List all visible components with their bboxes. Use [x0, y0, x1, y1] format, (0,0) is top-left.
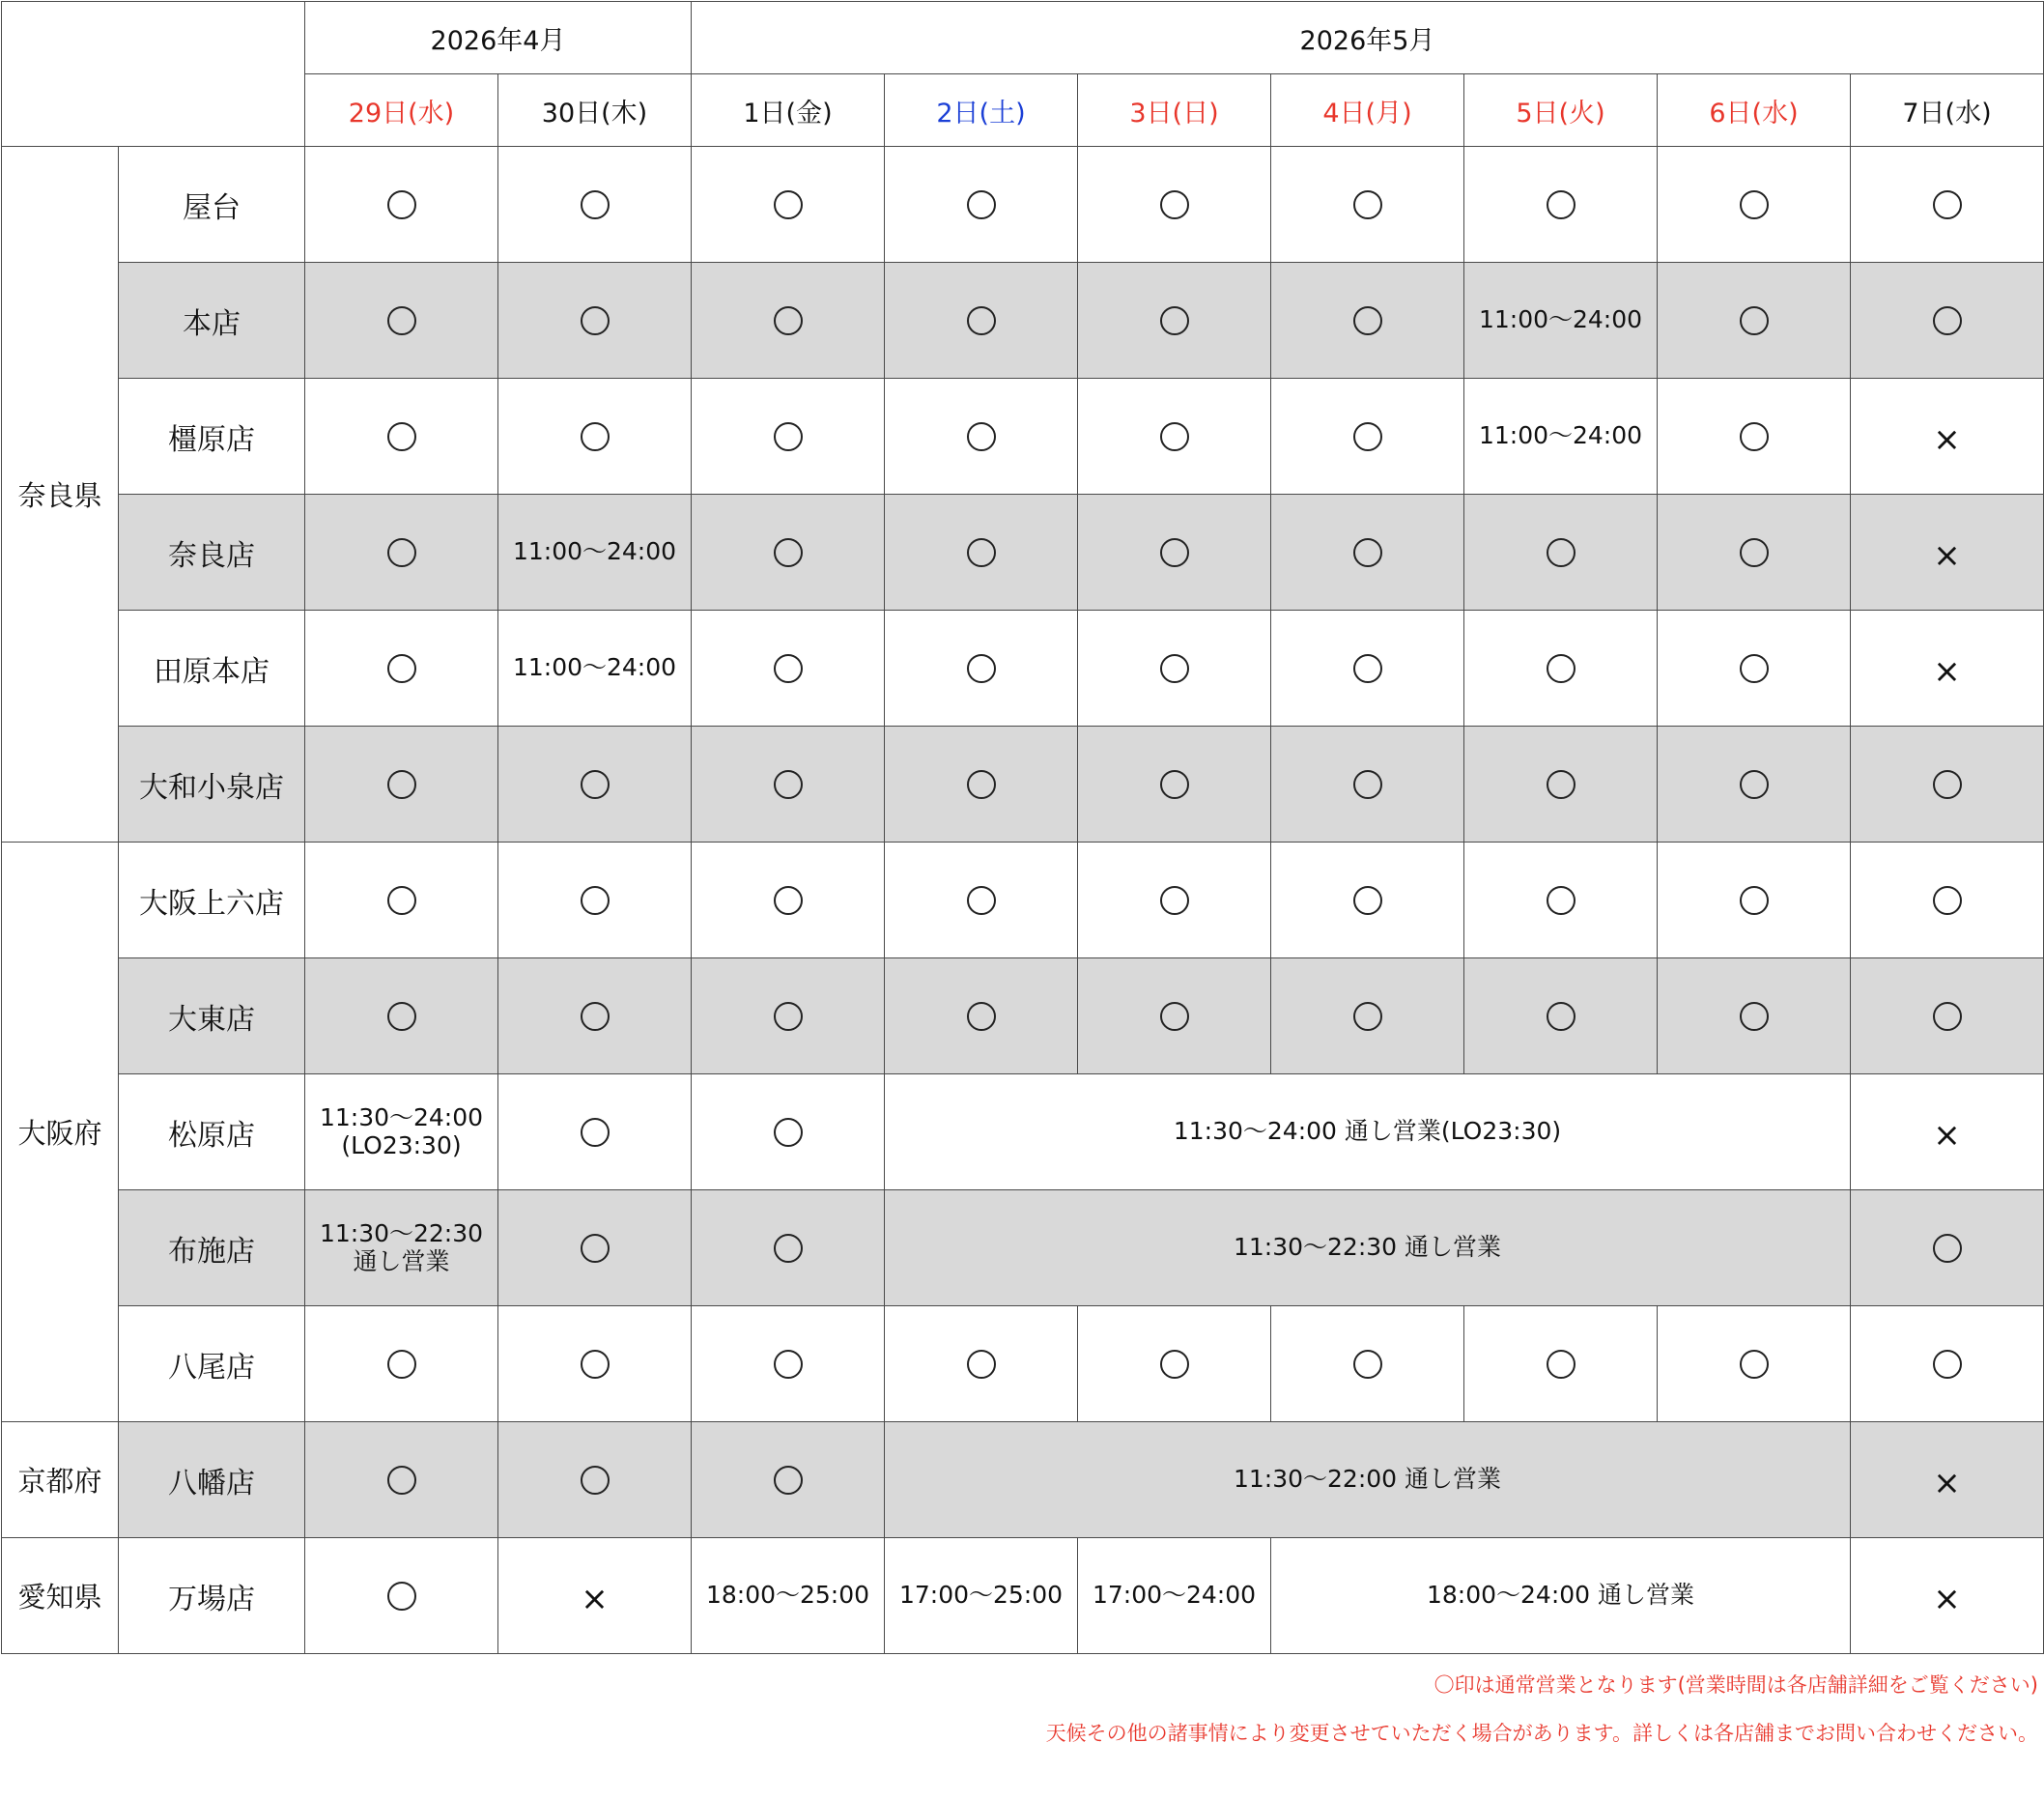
day-header: 3日(日)	[1078, 74, 1271, 147]
schedule-cell	[1078, 958, 1271, 1074]
schedule-cell	[498, 1190, 692, 1306]
open-circle-icon	[967, 1350, 996, 1379]
open-circle-icon	[387, 1350, 416, 1379]
day-header: 30日(木)	[498, 74, 692, 147]
schedule-cell	[885, 1306, 1078, 1422]
open-circle-icon	[1160, 538, 1189, 567]
hours-text: 11:30〜24:00 通し営業(LO23:30)	[1173, 1117, 1562, 1146]
schedule-cell	[1658, 263, 1851, 379]
schedule-cell	[498, 1538, 692, 1654]
open-circle-icon	[1933, 1350, 1962, 1379]
open-circle-icon	[1740, 1350, 1769, 1379]
open-circle-icon	[1740, 422, 1769, 451]
open-circle-icon	[387, 538, 416, 567]
schedule-cell	[1851, 1306, 2044, 1422]
open-circle-icon	[1160, 654, 1189, 683]
hours-text: 17:00〜25:00	[898, 1581, 1064, 1610]
store-name: 布施店	[119, 1190, 305, 1306]
schedule-cell	[692, 263, 885, 379]
schedule-cell	[692, 379, 885, 495]
schedule-cell	[305, 1422, 498, 1538]
open-circle-icon	[1160, 770, 1189, 799]
open-circle-icon	[1353, 654, 1382, 683]
open-circle-icon	[581, 1118, 610, 1147]
table-row	[2, 1190, 2044, 1306]
schedule-cell	[885, 611, 1078, 727]
table-row	[2, 379, 2044, 495]
schedule-cell	[1658, 727, 1851, 843]
schedule-cell	[885, 727, 1078, 843]
open-circle-icon	[1353, 1350, 1382, 1379]
table-row	[2, 843, 2044, 958]
table-row	[2, 727, 2044, 843]
open-circle-icon	[967, 306, 996, 335]
schedule-cell	[1078, 495, 1271, 611]
open-circle-icon	[581, 770, 610, 799]
schedule-cell	[1851, 611, 2044, 727]
open-circle-icon	[774, 190, 803, 219]
table-row	[2, 1538, 2044, 1654]
open-circle-icon	[1547, 770, 1576, 799]
open-circle-icon	[1740, 538, 1769, 567]
corner-cell	[2, 2, 305, 147]
open-circle-icon	[387, 1466, 416, 1495]
prefecture-label: 奈良県	[2, 147, 119, 843]
closed-cross-icon: ×	[1933, 1463, 1961, 1502]
open-circle-icon	[581, 1234, 610, 1263]
closed-cross-icon: ×	[1933, 535, 1961, 575]
table-row	[2, 1074, 2044, 1190]
schedule-cell	[885, 958, 1078, 1074]
table-row	[2, 147, 2044, 263]
open-circle-icon	[581, 190, 610, 219]
schedule-cell	[1851, 1538, 2044, 1654]
schedule-cell	[692, 611, 885, 727]
open-circle-icon	[1353, 190, 1382, 219]
schedule-cell	[1271, 611, 1464, 727]
open-circle-icon	[387, 770, 416, 799]
store-name: 八幡店	[119, 1422, 305, 1538]
open-circle-icon	[1933, 770, 1962, 799]
schedule-cell	[1851, 1190, 2044, 1306]
schedule-cell	[885, 1074, 1851, 1190]
hours-text: 18:00〜24:00 通し営業	[1426, 1581, 1695, 1610]
table-row	[2, 1306, 2044, 1422]
day-header: 7日(水)	[1851, 74, 2044, 147]
table-row	[2, 958, 2044, 1074]
schedule-cell	[1658, 147, 1851, 263]
schedule-cell	[692, 1190, 885, 1306]
month-april-header: 2026年4月	[305, 2, 692, 74]
schedule-cell	[1851, 727, 2044, 843]
open-circle-icon	[1933, 886, 1962, 915]
schedule-cell	[1658, 495, 1851, 611]
open-circle-icon	[1740, 306, 1769, 335]
open-circle-icon	[1740, 770, 1769, 799]
open-circle-icon	[1740, 190, 1769, 219]
open-circle-icon	[967, 190, 996, 219]
schedule-cell	[692, 1306, 885, 1422]
open-circle-icon	[1933, 1234, 1962, 1263]
schedule-cell	[885, 1422, 1851, 1538]
business-hours-table	[1, 1, 2044, 1654]
open-circle-icon	[1160, 1002, 1189, 1031]
open-circle-icon	[387, 422, 416, 451]
open-circle-icon	[387, 1582, 416, 1611]
day-header: 4日(月)	[1271, 74, 1464, 147]
schedule-cell	[1851, 1074, 2044, 1190]
schedule-cell	[1078, 843, 1271, 958]
schedule-cell	[1464, 843, 1658, 958]
hours-text: 11:00〜24:00	[1478, 421, 1643, 450]
schedule-cell	[885, 495, 1078, 611]
schedule-cell	[498, 263, 692, 379]
schedule-cell	[1078, 611, 1271, 727]
hours-text: 11:30〜22:30 通し営業	[1233, 1233, 1502, 1262]
open-circle-icon	[967, 886, 996, 915]
table-row	[2, 263, 2044, 379]
schedule-cell	[1851, 843, 2044, 958]
open-circle-icon	[581, 422, 610, 451]
schedule-cell	[692, 1538, 885, 1654]
open-circle-icon	[967, 538, 996, 567]
schedule-cell	[692, 1074, 885, 1190]
store-name: 大阪上六店	[119, 843, 305, 958]
schedule-cell	[1271, 379, 1464, 495]
schedule-cell	[1271, 495, 1464, 611]
schedule-cell	[692, 727, 885, 843]
schedule-cell	[1464, 958, 1658, 1074]
schedule-cell	[1851, 1422, 2044, 1538]
hours-text: 11:30〜22:30 通し営業	[319, 1218, 484, 1275]
open-circle-icon	[1160, 190, 1189, 219]
day-header: 6日(水)	[1658, 74, 1851, 147]
open-circle-icon	[581, 306, 610, 335]
hours-text: 11:00〜24:00	[1478, 305, 1643, 334]
open-circle-icon	[581, 1002, 610, 1031]
schedule-cell	[1658, 958, 1851, 1074]
open-circle-icon	[1353, 422, 1382, 451]
store-name: 橿原店	[119, 379, 305, 495]
open-circle-icon	[1353, 1002, 1382, 1031]
hours-text: 11:30〜22:00 通し営業	[1233, 1465, 1502, 1494]
open-circle-icon	[1353, 886, 1382, 915]
schedule-cell	[305, 843, 498, 958]
schedule-cell	[305, 1306, 498, 1422]
schedule-cell	[1658, 611, 1851, 727]
schedule-cell	[498, 1306, 692, 1422]
schedule-cell	[885, 843, 1078, 958]
schedule-cell	[1078, 147, 1271, 263]
schedule-cell	[498, 611, 692, 727]
schedule-cell	[1078, 263, 1271, 379]
note-open-symbol: 〇印は通常営業となります(営業時間は各店舗詳細をご覧ください)	[1434, 1673, 2038, 1697]
store-name: 万場店	[119, 1538, 305, 1654]
store-name: 松原店	[119, 1074, 305, 1190]
schedule-cell	[885, 263, 1078, 379]
open-circle-icon	[1933, 1002, 1962, 1031]
store-name: 大和小泉店	[119, 727, 305, 843]
schedule-cell	[305, 147, 498, 263]
schedule-cell	[498, 1422, 692, 1538]
store-name: 田原本店	[119, 611, 305, 727]
open-circle-icon	[1353, 538, 1382, 567]
open-circle-icon	[774, 1350, 803, 1379]
schedule-cell	[1464, 611, 1658, 727]
open-circle-icon	[774, 538, 803, 567]
hours-text: 18:00〜25:00	[705, 1581, 870, 1610]
schedule-cell	[1078, 1538, 1271, 1654]
hours-text: 11:00〜24:00	[512, 537, 677, 566]
schedule-cell	[692, 1422, 885, 1538]
open-circle-icon	[774, 1118, 803, 1147]
schedule-cell	[1078, 1306, 1271, 1422]
open-circle-icon	[1160, 886, 1189, 915]
schedule-cell	[305, 727, 498, 843]
schedule-cell	[1271, 263, 1464, 379]
schedule-cell	[692, 147, 885, 263]
schedule-cell	[498, 727, 692, 843]
schedule-cell	[1271, 147, 1464, 263]
open-circle-icon	[967, 422, 996, 451]
schedule-cell	[1851, 495, 2044, 611]
day-header: 2日(土)	[885, 74, 1078, 147]
open-circle-icon	[387, 654, 416, 683]
schedule-cell	[498, 843, 692, 958]
open-circle-icon	[967, 770, 996, 799]
table-row	[2, 1422, 2044, 1538]
open-circle-icon	[1740, 886, 1769, 915]
closed-cross-icon: ×	[581, 1579, 609, 1618]
open-circle-icon	[1353, 770, 1382, 799]
open-circle-icon	[774, 886, 803, 915]
day-header: 1日(金)	[692, 74, 885, 147]
schedule-cell	[1464, 379, 1658, 495]
open-circle-icon	[581, 1466, 610, 1495]
store-name: 八尾店	[119, 1306, 305, 1422]
schedule-cell	[1851, 147, 2044, 263]
open-circle-icon	[1547, 190, 1576, 219]
open-circle-icon	[1933, 306, 1962, 335]
closed-cross-icon: ×	[1933, 651, 1961, 691]
schedule-cell	[885, 147, 1078, 263]
schedule-cell	[1464, 727, 1658, 843]
schedule-cell	[498, 958, 692, 1074]
schedule-cell	[885, 379, 1078, 495]
schedule-cell	[305, 379, 498, 495]
open-circle-icon	[387, 886, 416, 915]
schedule-cell	[305, 1074, 498, 1190]
schedule-cell	[305, 495, 498, 611]
schedule-cell	[305, 1190, 498, 1306]
schedule-cell	[498, 1074, 692, 1190]
open-circle-icon	[581, 1350, 610, 1379]
month-may-header: 2026年5月	[692, 2, 2044, 74]
open-circle-icon	[1547, 886, 1576, 915]
schedule-cell	[1658, 379, 1851, 495]
open-circle-icon	[774, 1466, 803, 1495]
schedule-cell	[1271, 843, 1464, 958]
schedule-cell	[692, 958, 885, 1074]
open-circle-icon	[1547, 538, 1576, 567]
closed-cross-icon: ×	[1933, 419, 1961, 459]
closed-cross-icon: ×	[1933, 1115, 1961, 1155]
open-circle-icon	[774, 1234, 803, 1263]
prefecture-label: 大阪府	[2, 843, 119, 1422]
open-circle-icon	[387, 306, 416, 335]
schedule-cell	[885, 1190, 1851, 1306]
open-circle-icon	[1740, 1002, 1769, 1031]
table-row	[2, 611, 2044, 727]
schedule-cell	[1271, 1306, 1464, 1422]
open-circle-icon	[387, 1002, 416, 1031]
schedule-cell	[1851, 379, 2044, 495]
prefecture-label: 愛知県	[2, 1538, 119, 1654]
schedule-cell	[692, 843, 885, 958]
open-circle-icon	[774, 306, 803, 335]
hours-text: 17:00〜24:00	[1092, 1581, 1257, 1610]
open-circle-icon	[1160, 422, 1189, 451]
closed-cross-icon: ×	[1933, 1579, 1961, 1618]
open-circle-icon	[774, 654, 803, 683]
schedule-cell	[1271, 727, 1464, 843]
hours-text: 11:30〜24:00 (LO23:30)	[319, 1102, 484, 1159]
schedule-cell	[498, 379, 692, 495]
open-circle-icon	[1933, 190, 1962, 219]
schedule-cell	[1464, 147, 1658, 263]
open-circle-icon	[774, 422, 803, 451]
schedule-cell	[1078, 727, 1271, 843]
table-row	[2, 495, 2044, 611]
open-circle-icon	[967, 1002, 996, 1031]
schedule-cell	[1658, 843, 1851, 958]
open-circle-icon	[1160, 1350, 1189, 1379]
schedule-cell	[692, 495, 885, 611]
schedule-cell	[305, 1538, 498, 1654]
schedule-cell	[1078, 379, 1271, 495]
open-circle-icon	[967, 654, 996, 683]
open-circle-icon	[1547, 1002, 1576, 1031]
schedule-cell	[498, 495, 692, 611]
hours-text: 11:00〜24:00	[512, 653, 677, 682]
store-name: 奈良店	[119, 495, 305, 611]
schedule-cell	[885, 1538, 1078, 1654]
day-header: 5日(火)	[1464, 74, 1658, 147]
prefecture-label: 京都府	[2, 1422, 119, 1538]
schedule-cell	[1271, 1538, 1851, 1654]
schedule-cell	[1464, 263, 1658, 379]
open-circle-icon	[1547, 1350, 1576, 1379]
open-circle-icon	[581, 886, 610, 915]
store-name: 屋台	[119, 147, 305, 263]
schedule-cell	[1851, 263, 2044, 379]
schedule-cell	[305, 611, 498, 727]
open-circle-icon	[387, 190, 416, 219]
store-name: 本店	[119, 263, 305, 379]
open-circle-icon	[774, 770, 803, 799]
schedule-cell	[1464, 495, 1658, 611]
day-header: 29日(水)	[305, 74, 498, 147]
schedule-cell	[498, 147, 692, 263]
schedule-cell	[1271, 958, 1464, 1074]
open-circle-icon	[1353, 306, 1382, 335]
open-circle-icon	[774, 1002, 803, 1031]
store-name: 大東店	[119, 958, 305, 1074]
schedule-cell	[305, 958, 498, 1074]
open-circle-icon	[1547, 654, 1576, 683]
open-circle-icon	[1740, 654, 1769, 683]
note-disclaimer: 天候その他の諸事情により変更させていただく場合があります。詳しくは各店舗までお問い合わせください。	[1045, 1722, 2038, 1745]
schedule-cell	[1464, 1306, 1658, 1422]
schedule-cell	[1658, 1306, 1851, 1422]
open-circle-icon	[1160, 306, 1189, 335]
schedule-cell	[305, 263, 498, 379]
schedule-cell	[1851, 958, 2044, 1074]
